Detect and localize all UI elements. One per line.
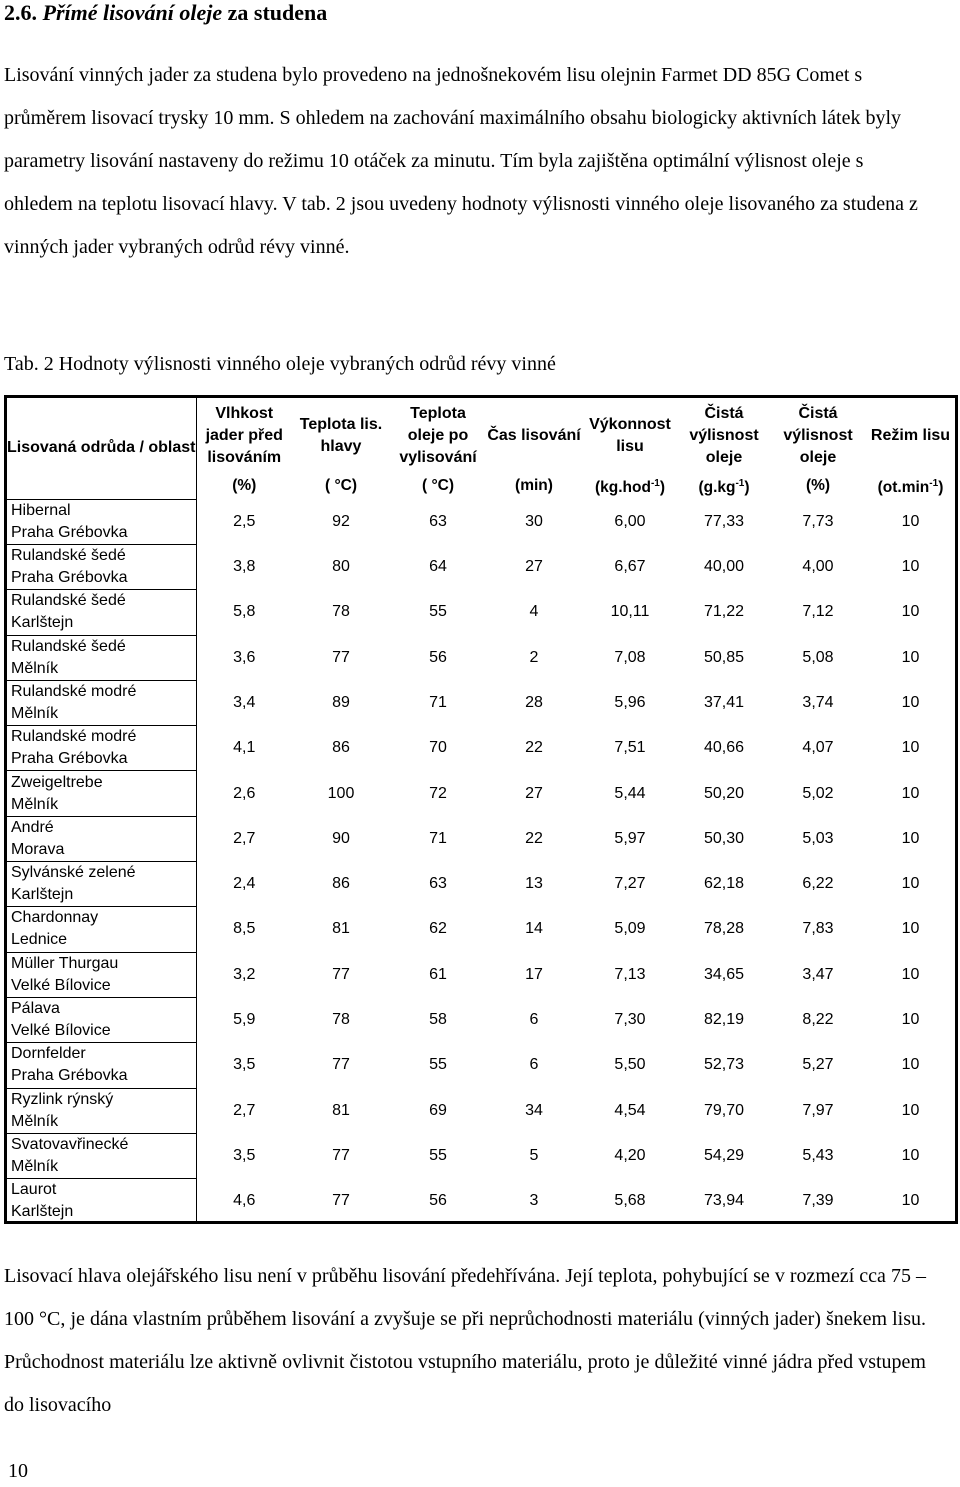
unit-mode: $(ot.\min^{-1})$ — [877, 478, 944, 497]
growing-area: Mělník — [11, 795, 59, 813]
value-cell: 10 — [901, 875, 920, 893]
section-heading — [4, 0, 327, 26]
value-cell: 40,00 — [703, 558, 745, 576]
col-header-moisture: Vlhkost jader před lisováním — [205, 404, 283, 466]
value-cell: 56 — [429, 1192, 447, 1210]
value-cell: 7,13 — [614, 965, 646, 983]
unit-moisture: (%) — [232, 477, 257, 495]
value-cell: 10 — [901, 558, 920, 576]
value-cell: 3,6 — [233, 648, 256, 666]
value-cell: 7,12 — [802, 603, 834, 621]
table-row — [7, 726, 955, 771]
value-cell: 27 — [525, 784, 543, 802]
value-cell: 7,30 — [614, 1011, 646, 1029]
value-cell: 10 — [901, 693, 920, 711]
value-cell: 62 — [429, 920, 447, 938]
variety-name: Laurot — [11, 1181, 57, 1199]
growing-area: Mělník — [11, 1112, 59, 1130]
variety-name: Svatovavřinecké — [11, 1135, 129, 1153]
value-cell: 78 — [332, 603, 350, 621]
variety-name: Müller Thurgau — [11, 954, 119, 972]
header-row — [7, 398, 955, 473]
value-cell: 52,73 — [703, 1056, 745, 1074]
col-header-variety: Lisovaná odrůda / oblast — [7, 398, 196, 499]
col-header-time: Čas lisování — [487, 426, 581, 444]
value-cell: 77,33 — [703, 512, 745, 530]
variety-name: Rulandské šedé — [11, 637, 126, 655]
variety-cell — [7, 726, 196, 771]
growing-area: Lednice — [11, 931, 68, 949]
value-cell: 81 — [332, 1101, 350, 1119]
table-row — [7, 997, 955, 1042]
col-header-head-temp: Teplota lis. hlavy — [299, 415, 383, 455]
growing-area: Velké Bílovice — [11, 1022, 111, 1040]
value-cell: 7,39 — [802, 1192, 834, 1210]
variety-cell — [7, 997, 196, 1042]
growing-area: Mělník — [11, 704, 59, 722]
table-row — [7, 499, 955, 544]
variety-cell — [7, 499, 196, 544]
value-cell: 2,5 — [233, 512, 256, 530]
value-cell: 3,47 — [802, 965, 834, 983]
value-cell: 10 — [901, 512, 920, 530]
value-cell: 6,00 — [614, 512, 646, 530]
value-cell: 5,9 — [233, 1011, 256, 1029]
variety-name: Rulandské šedé — [11, 547, 126, 565]
col-header-yield-gkg: Čistá výlisnost oleje — [689, 404, 759, 466]
value-cell: 77 — [332, 965, 350, 983]
value-cell: 2,4 — [233, 875, 256, 893]
data-table-frame — [4, 395, 958, 1224]
table-row — [7, 635, 955, 680]
value-cell: 6 — [529, 1011, 539, 1029]
value-cell: 77 — [332, 1056, 350, 1074]
value-cell: 80 — [332, 558, 350, 576]
table-row — [7, 907, 955, 952]
value-cell: 10 — [901, 920, 920, 938]
value-cell: 6,22 — [802, 875, 834, 893]
variety-name: Sylvánské zelené — [11, 864, 136, 882]
table-row — [7, 952, 955, 997]
value-cell: 69 — [429, 1101, 447, 1119]
value-cell: 5,09 — [614, 920, 646, 938]
value-cell: 4,1 — [233, 739, 256, 757]
value-cell: 81 — [332, 920, 350, 938]
value-cell: 58 — [429, 1011, 447, 1029]
growing-area: Mělník — [11, 1157, 59, 1175]
variety-cell — [7, 635, 196, 680]
variety-cell — [7, 907, 196, 952]
value-cell: 5,03 — [802, 829, 834, 847]
value-cell: 63 — [429, 875, 447, 893]
value-cell: 79,70 — [703, 1101, 745, 1119]
section-number: 2.6. — [4, 0, 37, 25]
value-cell: 22 — [525, 739, 543, 757]
table-row — [7, 1043, 955, 1088]
value-cell: 10 — [901, 965, 920, 983]
value-cell: 3,4 — [233, 693, 256, 711]
value-cell: 7,51 — [614, 739, 646, 757]
growing-area: Mělník — [11, 659, 59, 677]
value-cell: 10 — [901, 1146, 920, 1164]
variety-name: Ryzlink rýnský — [11, 1090, 114, 1108]
value-cell: 10 — [901, 784, 920, 802]
value-cell: 30 — [525, 512, 543, 530]
value-cell: 77 — [332, 1146, 350, 1164]
unit-time: (min) — [515, 477, 553, 495]
value-cell: 2 — [529, 648, 539, 666]
table-row — [7, 544, 955, 589]
col-header-yield-pct: Čistá výlisnost oleje — [783, 404, 853, 466]
value-cell: 71,22 — [703, 603, 745, 621]
growing-area: Praha Grébovka — [11, 750, 128, 768]
growing-area: Karlštejn — [11, 886, 74, 904]
value-cell: 82,19 — [703, 1011, 745, 1029]
value-cell: 7,08 — [614, 648, 646, 666]
growing-area: Praha Grébovka — [11, 1067, 128, 1085]
value-cell: 10 — [901, 1011, 920, 1029]
value-cell: 5,27 — [802, 1056, 834, 1074]
value-cell: 3,74 — [802, 693, 834, 711]
table-row — [7, 590, 955, 635]
variety-name: Pálava — [11, 1000, 60, 1018]
table-row — [7, 1133, 955, 1178]
value-cell: 10 — [901, 739, 920, 757]
value-cell: 86 — [332, 875, 350, 893]
value-cell: 2,7 — [233, 1101, 256, 1119]
value-cell: 4 — [529, 603, 539, 621]
variety-name: Chardonnay — [11, 909, 99, 927]
value-cell: 7,27 — [614, 875, 646, 893]
value-cell: 5,50 — [614, 1056, 646, 1074]
growing-area: Velké Bílovice — [11, 976, 111, 994]
value-cell: 4,00 — [802, 558, 834, 576]
value-cell: 8,5 — [233, 920, 256, 938]
value-cell: 6 — [529, 1056, 539, 1074]
table-row — [7, 862, 955, 907]
value-cell: 7,83 — [802, 920, 834, 938]
value-cell: 63 — [429, 512, 447, 530]
value-cell: 72 — [429, 784, 447, 802]
value-cell: 50,30 — [703, 829, 745, 847]
value-cell: 10 — [901, 1101, 920, 1119]
value-cell: 71 — [429, 829, 447, 847]
value-cell: 37,41 — [703, 693, 745, 711]
value-cell: 64 — [429, 558, 447, 576]
variety-name: Rulandské šedé — [11, 592, 126, 610]
value-cell: 78,28 — [703, 920, 745, 938]
variety-cell — [7, 771, 196, 816]
variety-cell — [7, 862, 196, 907]
value-cell: 3,2 — [233, 965, 256, 983]
value-cell: 5,8 — [233, 603, 256, 621]
value-cell: 3,5 — [233, 1056, 256, 1074]
value-cell: 89 — [332, 693, 350, 711]
value-cell: 22 — [525, 829, 543, 847]
value-cell: 34 — [525, 1101, 543, 1119]
unit-yield-gkg: $(g.kg^{-1})$ — [698, 478, 750, 497]
growing-area: Karlštejn — [11, 1203, 74, 1221]
value-cell: 55 — [429, 603, 447, 621]
value-cell: 86 — [332, 739, 350, 757]
growing-area: Praha Grébovka — [11, 523, 128, 541]
value-cell: 7,73 — [802, 512, 834, 530]
value-cell: 77 — [332, 1192, 350, 1210]
value-cell: 14 — [525, 920, 543, 938]
unit-throughput: (kg.hod$^{-1}$) — [594, 478, 666, 497]
variety-cell — [7, 1043, 196, 1088]
value-cell: 100 — [327, 784, 355, 802]
variety-name: Hibernal — [11, 501, 71, 519]
variety-cell — [7, 1088, 196, 1133]
value-cell: 61 — [429, 965, 447, 983]
unit-yield-pct: (%) — [805, 477, 831, 495]
table-caption: Tab. 2 Hodnoty výlisnosti vinného oleje vybraných odrůd révy vinné — [4, 353, 556, 375]
value-cell: 27 — [525, 558, 543, 576]
table-row — [7, 771, 955, 816]
value-cell: 50,85 — [703, 648, 745, 666]
unit-head-temp: ( °C) — [324, 477, 358, 495]
growing-area: Morava — [11, 840, 65, 858]
value-cell: 90 — [332, 829, 350, 847]
value-cell: 4,07 — [802, 739, 834, 757]
value-cell: 55 — [429, 1056, 447, 1074]
value-cell: 71 — [429, 693, 447, 711]
section-title-italic: Přímé lisování oleje — [42, 0, 223, 25]
page-number: 10 — [8, 1460, 28, 1482]
variety-name: Zweigeltrebe — [11, 773, 103, 791]
table-row — [7, 816, 955, 861]
value-cell: 5,97 — [614, 829, 646, 847]
variety-name: Dornfelder — [11, 1045, 86, 1063]
col-header-oil-temp: Teplota oleje po vylisování — [399, 404, 477, 466]
variety-cell — [7, 1179, 196, 1224]
variety-name: Rulandské modré — [11, 682, 137, 700]
value-cell: 7,97 — [802, 1101, 834, 1119]
value-cell: 3,8 — [233, 558, 256, 576]
value-cell: 2,7 — [233, 829, 256, 847]
variety-name: Rulandské modré — [11, 728, 137, 746]
table-row — [7, 1179, 955, 1224]
value-cell: 78 — [332, 1011, 350, 1029]
section-title-rest: za studena — [222, 0, 328, 25]
variety-cell — [7, 680, 196, 725]
value-cell: 40,66 — [703, 739, 745, 757]
variety-cell — [7, 816, 196, 861]
value-cell: 8,22 — [802, 1011, 834, 1029]
variety-cell — [7, 1133, 196, 1178]
value-cell: 5,68 — [614, 1192, 646, 1210]
col-header-throughput: Výkonnost lisu — [589, 415, 671, 455]
value-cell: 62,18 — [703, 875, 745, 893]
closing-paragraph: Lisovací hlava olejářského lisu není v průběhu lisování předehřívána. Její teplota, pohybující se v rozmezí cca 75 – 100 °C, je dána vlastním průběhem lisování a zvyšuje se při neprůchodnosti materiálu (vinných jader) šnekem lisu. Průchodnost materiálu lze aktivně ovlivnit čistotou vstupního materiálu, proto je důležité vinné jádra před vstupem do lisovacího — [4, 1265, 926, 1416]
value-cell: 17 — [525, 965, 543, 983]
value-cell: 10 — [901, 1192, 920, 1210]
value-cell: 28 — [525, 693, 543, 711]
table-row — [7, 680, 955, 725]
value-cell: 77 — [332, 648, 350, 666]
variety-cell — [7, 590, 196, 635]
value-cell: 10 — [901, 829, 920, 847]
value-cell: 10 — [901, 603, 920, 621]
value-cell: 10,11 — [610, 603, 650, 621]
value-cell: 4,6 — [233, 1192, 256, 1210]
variety-cell — [7, 544, 196, 589]
pressing-yield-table — [7, 398, 956, 1224]
intro-paragraph: Lisování vinných jader za studena bylo provedeno na jednošnekovém lisu olejnin Farmet DD 85G Comet s průměrem lisovací trysky 10 mm. S ohledem na zachování maximálního obsahu biologicky aktivních látek byly parametry lisování nastaveny do režimu 10 otáček za minutu. Tím byla zajištěna optimální výlisnost oleje s ohledem na teplotu lisovací hlavy. V tab. 2 jsou uvedeny hodnoty výlisnosti vinného oleje lisovaného za studena z vinných jader vybraných odrůd révy vinné. — [4, 64, 918, 258]
value-cell: 54,29 — [703, 1146, 745, 1164]
value-cell: 6,67 — [614, 558, 646, 576]
col-header-mode: Režim lisu — [870, 426, 951, 444]
value-cell: 10 — [901, 1056, 920, 1074]
value-cell: 5,96 — [614, 693, 646, 711]
value-cell: 5,08 — [802, 648, 834, 666]
value-cell: 13 — [525, 875, 543, 893]
table-row — [7, 1088, 955, 1133]
value-cell: 5,02 — [802, 784, 834, 802]
value-cell: 5 — [529, 1146, 539, 1164]
value-cell: 5,44 — [614, 784, 646, 802]
unit-oil-temp: ( °C) — [421, 477, 455, 495]
growing-area: Praha Grébovka — [11, 569, 128, 587]
value-cell: 50,20 — [703, 784, 745, 802]
value-cell: 70 — [429, 739, 447, 757]
value-cell: 73,94 — [703, 1192, 745, 1210]
variety-name: André — [11, 818, 54, 836]
growing-area: Karlštejn — [11, 614, 74, 632]
value-cell: 4,20 — [614, 1146, 646, 1164]
value-cell: 34,65 — [703, 965, 745, 983]
value-cell: 10 — [901, 648, 920, 666]
value-cell: 2,6 — [233, 784, 256, 802]
value-cell: 55 — [429, 1146, 447, 1164]
value-cell: 56 — [429, 648, 447, 666]
value-cell: 92 — [332, 512, 350, 530]
value-cell: 4,54 — [614, 1101, 646, 1119]
value-cell: 5,43 — [802, 1146, 834, 1164]
value-cell: 3 — [529, 1192, 539, 1210]
value-cell: 3,5 — [233, 1146, 256, 1164]
variety-cell — [7, 952, 196, 997]
